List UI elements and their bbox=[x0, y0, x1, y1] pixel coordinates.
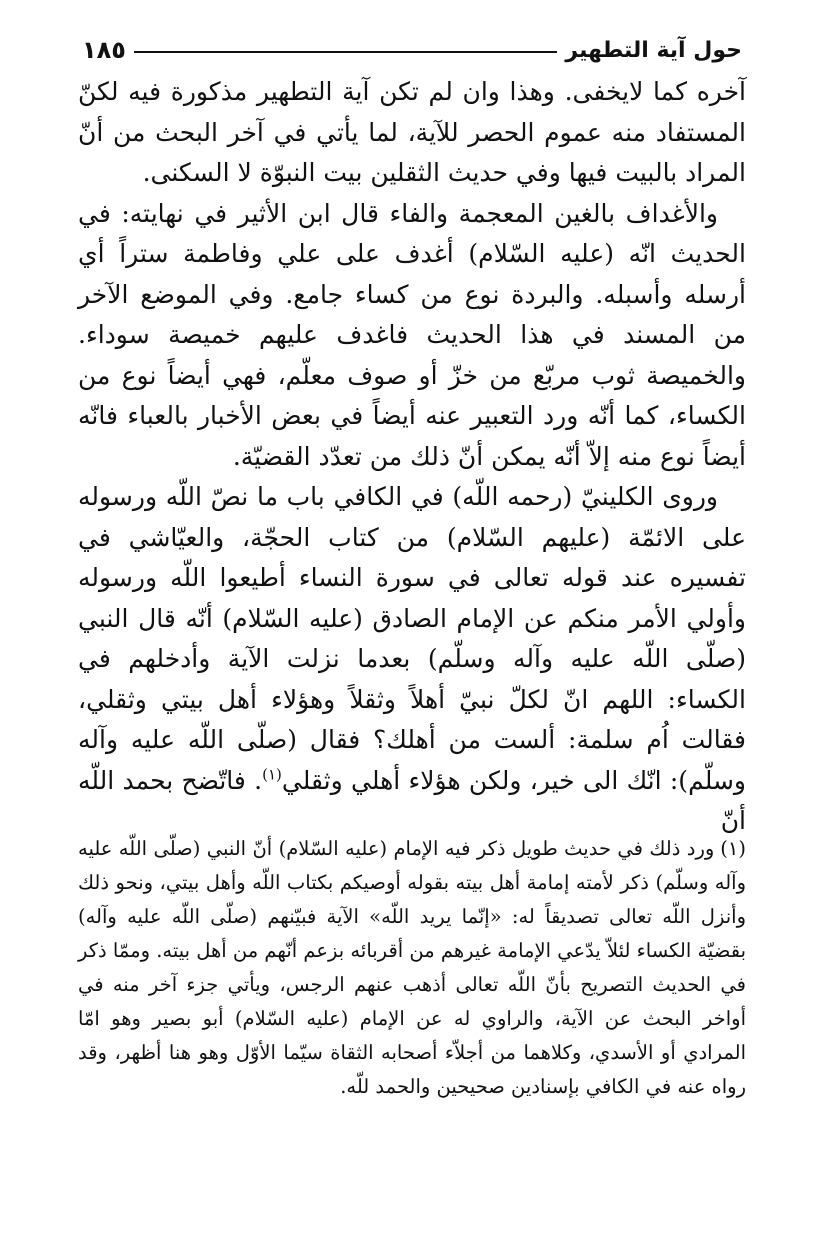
paragraph-3-tail: . فاتّضح بحمد اللّه أنّ bbox=[78, 765, 746, 835]
paragraph-1: آخره كما لايخفى. وهذا وان لم تكن آية التطهير مذكورة فيه لكنّ المستفاد منه عموم الحصر للآية، لما يأتي في آخر البحث من أنّ المراد بالبيت فيها وفي حديث الثقلين بيت النبوّة لا السكنى. bbox=[78, 77, 746, 187]
footnote-marker: (١) bbox=[720, 837, 746, 860]
main-text bbox=[78, 72, 746, 842]
page-number: ١٨٥ bbox=[82, 36, 126, 64]
paragraph-3-text: وروى الكلينيّ (رحمه اللّه) في الكافي باب ما نصّ اللّه ورسوله على الائمّة (عليهم السّلام) من كتاب الحجّة، والعيّاشي في تفسيره عند قوله تعالى في سورة النساء أطيعوا اللّه ورسوله وأولي الأمر منكم عن الإمام الصادق (عليه السّلام) أنّه قال النبي (صلّى اللّه عليه وآله وسلّم) بعدما نزلت الآية وأدخلهم في الكساء: اللهم انّ لكلّ نبيّ أهلاً وثقلاً وهؤلاء أهل بيتي وثقلي، فقالت اُم سلمة: ألست من أهلك؟ فقال (صلّى اللّه عليه وآله وسلّم): انّك الى خير، ولكن هؤلاء أهلي وثقلي bbox=[78, 482, 746, 795]
running-title: حول آية التطهير bbox=[565, 37, 742, 63]
footnotes bbox=[78, 832, 746, 1104]
footnote-text: ورد ذلك في حديث طويل ذكر فيه الإمام (عليه السّلام) أنّ النبي (صلّى اللّه عليه وآله وسلّم) ذكر لأمته إمامة أهل بيته بقوله أوصيكم بكتاب اللّه وأهل بيتي، ونحو ذلك وأنزل اللّه تعالى تصديقاً له: «إنّما يريد اللّه» الآية فبيّنهم (صلّى اللّه عليه وآله) بقضيّة الكساء لئلاّ يدّعي الإمامة غيرهم من أقربائه بزعم أنّهم من أهل بيته. وممّا ذكر في الحديث التصريح بأنّ اللّه تعالى أذهب عنهم الرجس، ويأتي جزء آخر منه في أواخر البحث عن الآية، والراوي له عن الإمام (عليه السّلام) أبو بصير وهو امّا المرادي أو الأسدي، وكلاهما من أجلاّء أصحابه الثقاة سيّما الأوّل وهو هنا أظهر، وقد رواه عنه في الكافي بإسنادين صحيحين والحمد للّه. bbox=[78, 837, 746, 1098]
running-header bbox=[82, 30, 742, 70]
header-rule bbox=[134, 51, 557, 53]
footnote-1 bbox=[78, 832, 746, 1104]
paragraph-2: والأغداف بالغين المعجمة والفاء قال ابن الأثير في نهايته: في الحديث انّه (عليه السّلام) أغدف على علي وفاطمة ستراً أي أرسله وأسبله. والبردة نوع من كساء جامع. وفي الموضع الآخر من المسند في هذا الحديث فاغدف عليهم خميصة سوداء. والخميصة ثوب مربّع من خزّ أو صوف معلّم، فهي أيضاً نوع من الكساء، كما أنّه ورد التعبير عنه أيضاً في بعض الأخبار بالعباء فانّه أيضاً نوع منه إلاّ أنّه يمكن أنّ ذلك من تعدّد القضيّة. bbox=[78, 198, 747, 471]
paragraph-3 bbox=[78, 477, 746, 842]
footnote-reference: (١) bbox=[262, 765, 282, 784]
